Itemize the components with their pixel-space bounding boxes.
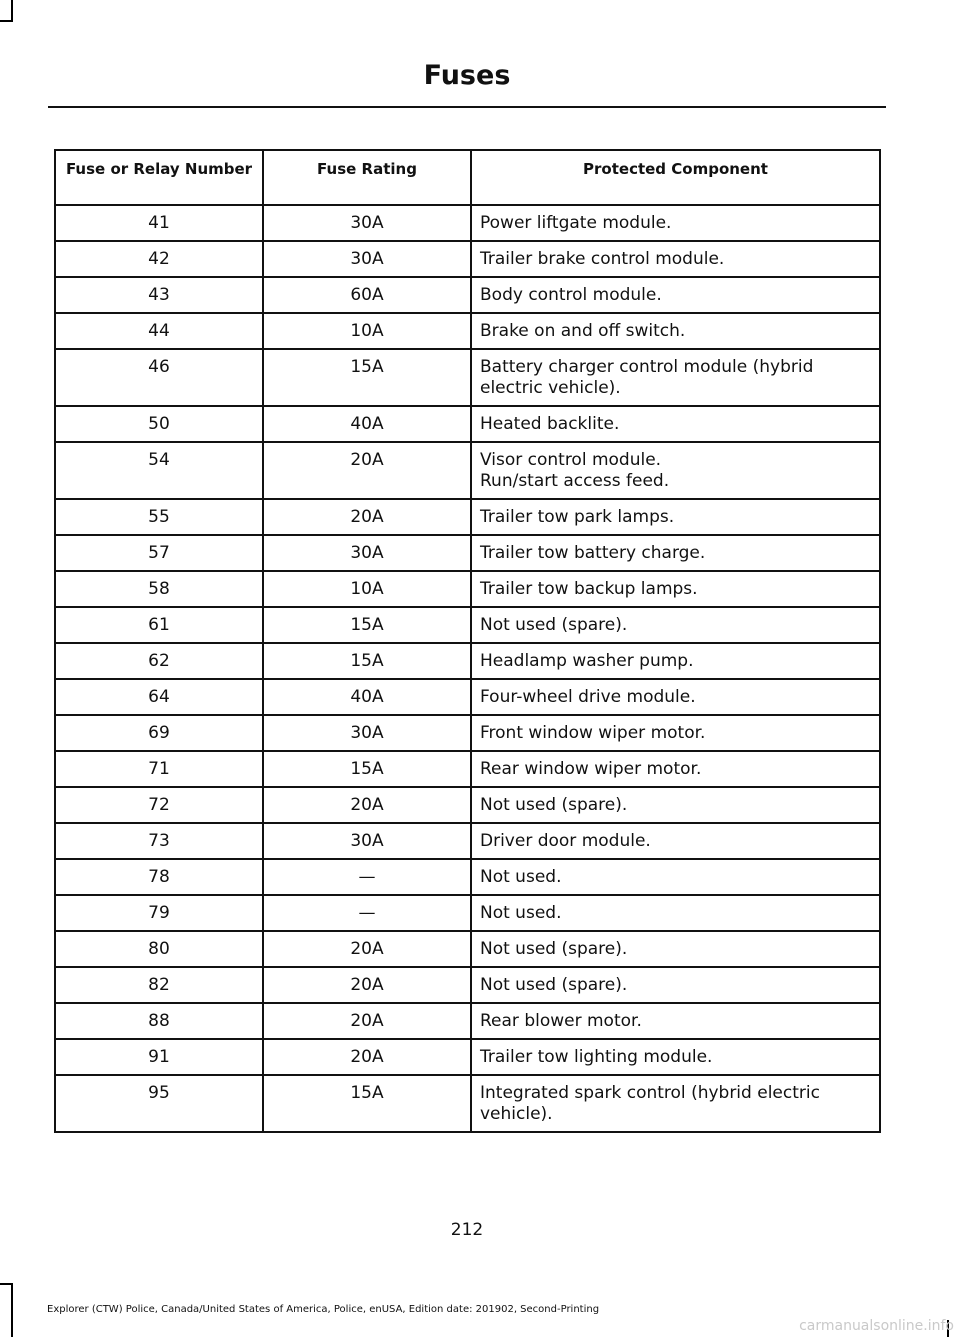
fuse-number-cell bbox=[55, 643, 263, 679]
fuse-rating-cell bbox=[263, 967, 471, 1003]
protected-component-cell bbox=[471, 349, 880, 406]
crop-mark-bottom-left-v bbox=[11, 1283, 13, 1337]
fuse-rating-cell-text: — bbox=[358, 903, 376, 923]
table-row bbox=[55, 751, 880, 787]
fuse-number-cell-text: 79 bbox=[148, 903, 170, 923]
fuse-number-cell-text: 95 bbox=[148, 1083, 170, 1103]
table-row bbox=[55, 931, 880, 967]
protected-component-cell-text: Trailer tow lighting module. bbox=[480, 1047, 713, 1067]
fuse-rating-cell bbox=[263, 535, 471, 571]
protected-component-cell-text: Four-wheel drive module. bbox=[480, 687, 696, 707]
table-row bbox=[55, 205, 880, 241]
fuse-rating-cell bbox=[263, 787, 471, 823]
fuse-table bbox=[54, 149, 881, 1133]
fuse-number-cell-text: 64 bbox=[148, 687, 170, 707]
fuse-number-cell-text: 88 bbox=[148, 1011, 170, 1031]
table-row bbox=[55, 967, 880, 1003]
table-row bbox=[55, 313, 880, 349]
protected-component-cell bbox=[471, 859, 880, 895]
column-header-number: Fuse or Relay Number bbox=[55, 150, 263, 205]
protected-component-cell bbox=[471, 1003, 880, 1039]
fuse-rating-cell bbox=[263, 1003, 471, 1039]
fuse-number-cell bbox=[55, 895, 263, 931]
fuse-table-body bbox=[55, 205, 880, 1132]
protected-component-cell bbox=[471, 277, 880, 313]
protected-component-cell-text: Rear window wiper motor. bbox=[480, 759, 702, 779]
column-header-component: Protected Component bbox=[471, 150, 880, 205]
protected-component-cell bbox=[471, 1075, 880, 1132]
protected-component-cell-text: Heated backlite. bbox=[480, 414, 620, 434]
fuse-rating-cell bbox=[263, 349, 471, 406]
fuse-rating-cell-text: 30A bbox=[350, 543, 384, 563]
fuse-rating-cell bbox=[263, 1039, 471, 1075]
fuse-rating-cell-text: — bbox=[358, 867, 376, 887]
table-row bbox=[55, 499, 880, 535]
fuse-number-cell-text: 69 bbox=[148, 723, 170, 743]
table-row bbox=[55, 1039, 880, 1075]
fuse-number-cell bbox=[55, 607, 263, 643]
fuse-rating-cell-text: 60A bbox=[350, 285, 384, 305]
fuse-number-cell bbox=[55, 442, 263, 499]
fuse-rating-cell bbox=[263, 715, 471, 751]
table-row bbox=[55, 535, 880, 571]
protected-component-cell bbox=[471, 967, 880, 1003]
fuse-rating-cell bbox=[263, 406, 471, 442]
fuse-number-cell bbox=[55, 859, 263, 895]
protected-component-cell-text: Headlamp washer pump. bbox=[480, 651, 694, 671]
column-header-rating: Fuse Rating bbox=[263, 150, 471, 205]
protected-component-cell-text: Trailer tow backup lamps. bbox=[480, 579, 698, 599]
fuse-number-cell-text: 43 bbox=[148, 285, 170, 305]
crop-mark-top-left-h bbox=[0, 20, 13, 22]
table-row bbox=[55, 406, 880, 442]
fuse-number-cell-text: 71 bbox=[148, 759, 170, 779]
fuse-number-cell bbox=[55, 313, 263, 349]
protected-component-cell bbox=[471, 535, 880, 571]
fuse-number-cell bbox=[55, 1075, 263, 1132]
table-row bbox=[55, 679, 880, 715]
fuse-number-cell-text: 41 bbox=[148, 213, 170, 233]
fuse-rating-cell-text: 15A bbox=[350, 651, 384, 671]
protected-component-cell-text: Trailer tow battery charge. bbox=[480, 543, 706, 563]
protected-component-cell-text: Visor control module. Run/start access feed. bbox=[480, 450, 670, 491]
protected-component-cell bbox=[471, 607, 880, 643]
fuse-rating-cell bbox=[263, 643, 471, 679]
fuse-number-cell-text: 58 bbox=[148, 579, 170, 599]
fuse-rating-cell bbox=[263, 607, 471, 643]
fuse-number-cell bbox=[55, 1039, 263, 1075]
protected-component-cell bbox=[471, 895, 880, 931]
protected-component-cell-text: Power liftgate module. bbox=[480, 213, 672, 233]
fuse-number-cell-text: 72 bbox=[148, 795, 170, 815]
protected-component-cell-text: Not used (spare). bbox=[480, 615, 628, 635]
fuse-rating-cell-text: 20A bbox=[350, 450, 384, 470]
protected-component-cell-text: Not used. bbox=[480, 903, 562, 923]
protected-component-cell bbox=[471, 1039, 880, 1075]
fuse-rating-cell bbox=[263, 205, 471, 241]
header-divider bbox=[48, 106, 886, 108]
fuse-rating-cell-text: 20A bbox=[350, 939, 384, 959]
table-row bbox=[55, 1003, 880, 1039]
fuse-number-cell-text: 55 bbox=[148, 507, 170, 527]
fuse-number-cell bbox=[55, 1003, 263, 1039]
fuse-number-cell bbox=[55, 535, 263, 571]
table-row bbox=[55, 349, 880, 406]
fuse-number-cell-text: 73 bbox=[148, 831, 170, 851]
fuse-number-cell-text: 82 bbox=[148, 975, 170, 995]
fuse-number-cell-text: 46 bbox=[148, 357, 170, 377]
fuse-number-cell bbox=[55, 205, 263, 241]
fuse-rating-cell-text: 30A bbox=[350, 831, 384, 851]
fuse-rating-cell-text: 30A bbox=[350, 213, 384, 233]
protected-component-cell-text: Not used. bbox=[480, 867, 562, 887]
protected-component-cell-text: Integrated spark control (hybrid electric vehicle). bbox=[480, 1083, 826, 1124]
table-row bbox=[55, 571, 880, 607]
fuse-rating-cell bbox=[263, 313, 471, 349]
fuse-rating-cell-text: 10A bbox=[350, 321, 384, 341]
fuse-rating-cell-text: 15A bbox=[350, 1083, 384, 1103]
fuse-number-cell bbox=[55, 241, 263, 277]
fuse-rating-cell-text: 20A bbox=[350, 1047, 384, 1067]
protected-component-cell bbox=[471, 787, 880, 823]
fuse-number-cell bbox=[55, 571, 263, 607]
fuse-number-cell bbox=[55, 823, 263, 859]
footer-edition-text: Explorer (CTW) Police, Canada/United States of America, Police, enUSA, Edition date: 201902, Second-Printing bbox=[47, 1304, 600, 1315]
fuse-number-cell-text: 80 bbox=[148, 939, 170, 959]
crop-mark-top-left-v bbox=[11, 0, 13, 22]
fuse-rating-cell-text: 30A bbox=[350, 723, 384, 743]
fuse-rating-cell bbox=[263, 571, 471, 607]
fuse-rating-cell-text: 10A bbox=[350, 579, 384, 599]
fuse-rating-cell bbox=[263, 931, 471, 967]
fuse-number-cell bbox=[55, 787, 263, 823]
protected-component-cell-text: Rear blower motor. bbox=[480, 1011, 642, 1031]
fuse-rating-cell-text: 15A bbox=[350, 357, 384, 377]
fuse-number-cell bbox=[55, 967, 263, 1003]
table-row bbox=[55, 277, 880, 313]
protected-component-cell bbox=[471, 679, 880, 715]
fuse-number-cell bbox=[55, 751, 263, 787]
fuse-rating-cell bbox=[263, 679, 471, 715]
fuse-rating-cell-text: 40A bbox=[350, 687, 384, 707]
protected-component-cell bbox=[471, 313, 880, 349]
table-row bbox=[55, 787, 880, 823]
fuse-number-cell bbox=[55, 679, 263, 715]
table-row bbox=[55, 442, 880, 499]
fuse-number-cell-text: 61 bbox=[148, 615, 170, 635]
fuse-rating-cell-text: 40A bbox=[350, 414, 384, 434]
table-row bbox=[55, 241, 880, 277]
protected-component-cell bbox=[471, 715, 880, 751]
protected-component-cell bbox=[471, 751, 880, 787]
fuse-number-cell bbox=[55, 277, 263, 313]
page-title: Fuses bbox=[423, 60, 511, 91]
fuse-rating-cell bbox=[263, 751, 471, 787]
protected-component-cell bbox=[471, 205, 880, 241]
protected-component-cell-text: Not used (spare). bbox=[480, 975, 628, 995]
table-row bbox=[55, 895, 880, 931]
fuse-number-cell-text: 42 bbox=[148, 249, 170, 269]
protected-component-cell-text: Not used (spare). bbox=[480, 795, 628, 815]
fuse-rating-cell-text: 30A bbox=[350, 249, 384, 269]
protected-component-cell bbox=[471, 643, 880, 679]
fuse-rating-cell bbox=[263, 442, 471, 499]
fuse-rating-cell-text: 20A bbox=[350, 1011, 384, 1031]
page-number: 212 bbox=[450, 1220, 484, 1240]
protected-component-cell-text: Trailer tow park lamps. bbox=[480, 507, 675, 527]
fuse-number-cell-text: 62 bbox=[148, 651, 170, 671]
fuse-number-cell bbox=[55, 715, 263, 751]
protected-component-cell-text: Body control module. bbox=[480, 285, 662, 305]
protected-component-cell bbox=[471, 499, 880, 535]
protected-component-cell-text: Front window wiper motor. bbox=[480, 723, 706, 743]
table-row bbox=[55, 643, 880, 679]
fuse-rating-cell bbox=[263, 895, 471, 931]
fuse-rating-cell bbox=[263, 241, 471, 277]
protected-component-cell-text: Battery charger control module (hybrid electric vehicle). bbox=[480, 357, 819, 398]
fuse-rating-cell bbox=[263, 859, 471, 895]
fuse-rating-cell bbox=[263, 499, 471, 535]
fuse-number-cell-text: 50 bbox=[148, 414, 170, 434]
protected-component-cell-text: Not used (spare). bbox=[480, 939, 628, 959]
protected-component-cell-text: Brake on and off switch. bbox=[480, 321, 686, 341]
table-row bbox=[55, 823, 880, 859]
protected-component-cell bbox=[471, 406, 880, 442]
table-header-row bbox=[55, 150, 880, 205]
fuse-number-cell bbox=[55, 349, 263, 406]
table-row bbox=[55, 859, 880, 895]
protected-component-cell-text: Driver door module. bbox=[480, 831, 651, 851]
protected-component-cell bbox=[471, 442, 880, 499]
fuse-rating-cell bbox=[263, 1075, 471, 1132]
fuse-rating-cell bbox=[263, 823, 471, 859]
fuse-number-cell bbox=[55, 406, 263, 442]
fuse-number-cell bbox=[55, 499, 263, 535]
fuse-number-cell-text: 78 bbox=[148, 867, 170, 887]
protected-component-cell-text: Trailer brake control module. bbox=[480, 249, 725, 269]
fuse-rating-cell-text: 20A bbox=[350, 975, 384, 995]
protected-component-cell bbox=[471, 823, 880, 859]
fuse-rating-cell-text: 15A bbox=[350, 759, 384, 779]
crop-mark-bottom-left-h bbox=[0, 1283, 13, 1285]
fuse-rating-cell bbox=[263, 277, 471, 313]
fuse-number-cell-text: 91 bbox=[148, 1047, 170, 1067]
protected-component-cell bbox=[471, 571, 880, 607]
fuse-number-cell-text: 57 bbox=[148, 543, 170, 563]
table-row bbox=[55, 1075, 880, 1132]
table-row bbox=[55, 715, 880, 751]
fuse-rating-cell-text: 20A bbox=[350, 795, 384, 815]
fuse-number-cell bbox=[55, 931, 263, 967]
table-row bbox=[55, 607, 880, 643]
fuse-rating-cell-text: 20A bbox=[350, 507, 384, 527]
protected-component-cell bbox=[471, 241, 880, 277]
fuse-number-cell-text: 44 bbox=[148, 321, 170, 341]
fuse-rating-cell-text: 15A bbox=[350, 615, 384, 635]
protected-component-cell bbox=[471, 931, 880, 967]
watermark: carmanualsonline.info bbox=[799, 1318, 954, 1334]
fuse-number-cell-text: 54 bbox=[148, 450, 170, 470]
